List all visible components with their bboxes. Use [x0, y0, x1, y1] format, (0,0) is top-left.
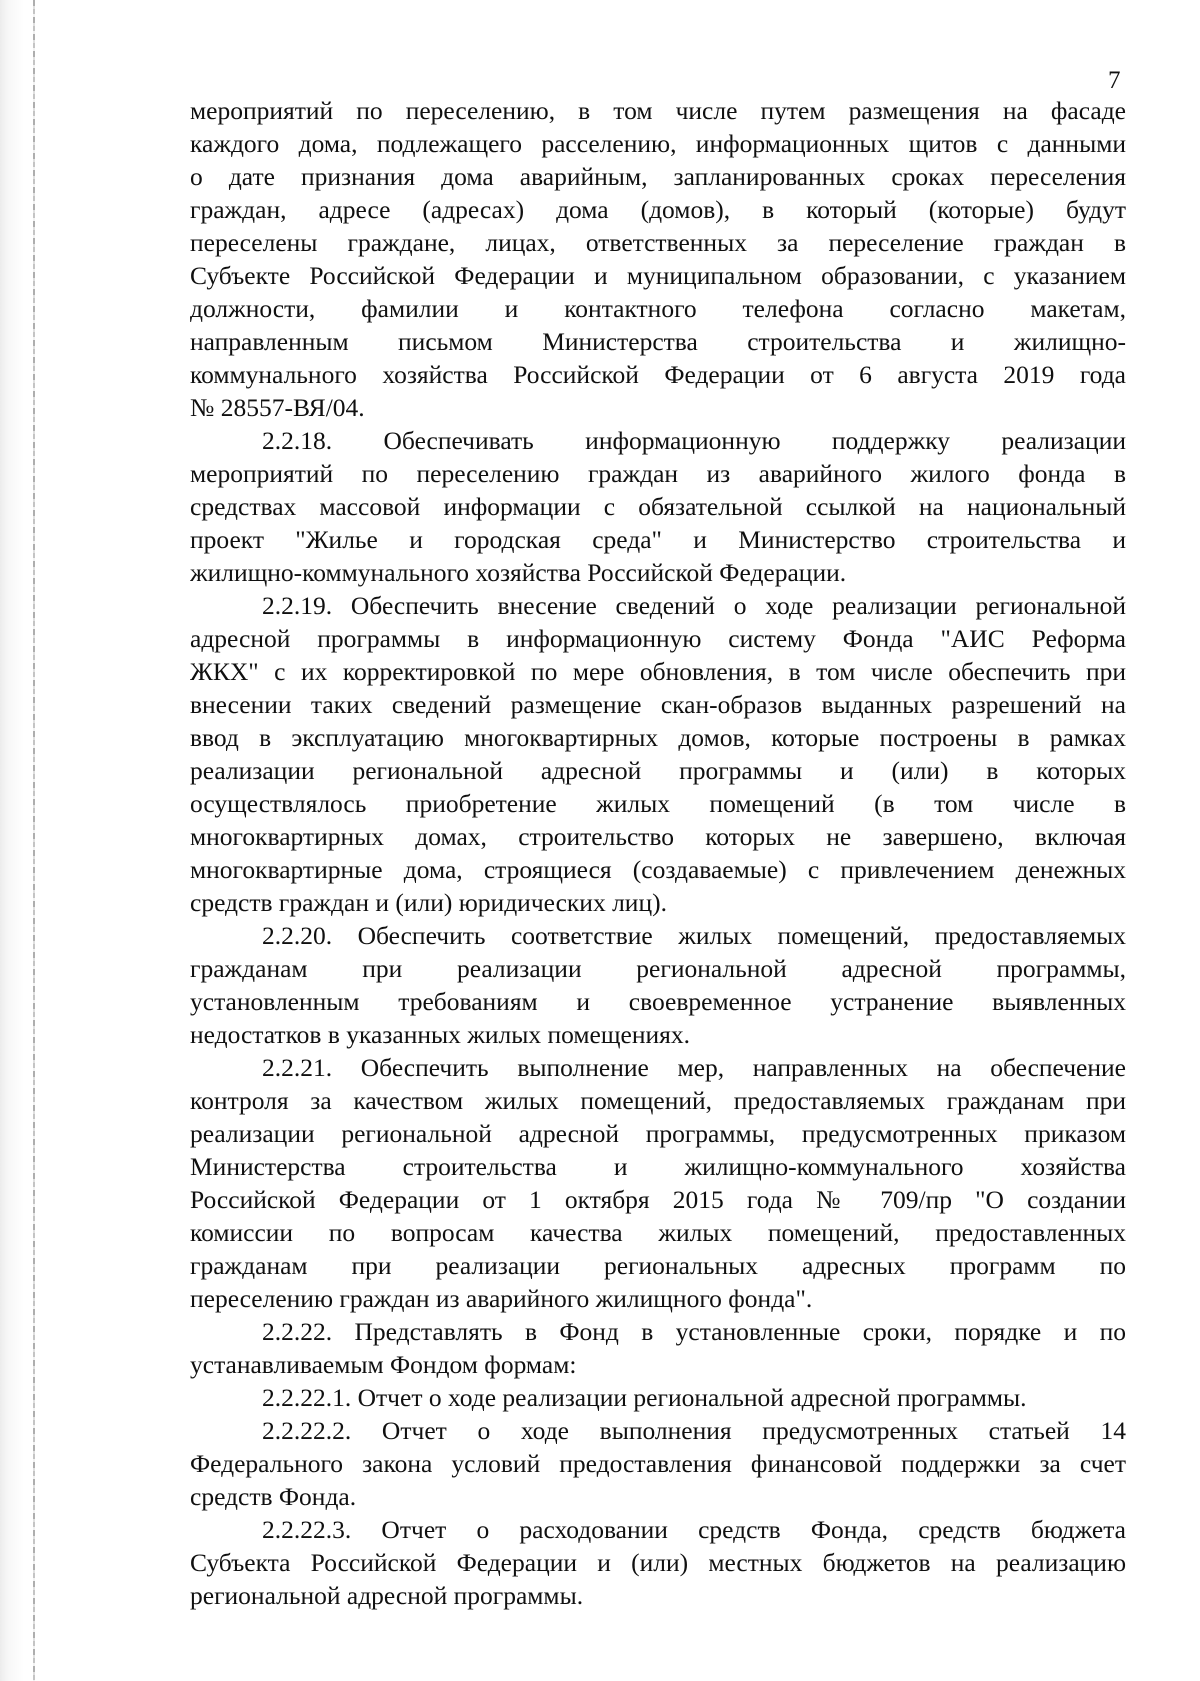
- page-number: 7: [1108, 67, 1121, 94]
- text-line: должности, фамилии и контактного телефона согласно макетам,: [190, 294, 1126, 323]
- text-line: региональной адресной программы.: [190, 1581, 584, 1610]
- text-line: устанавливаемым Фондом формам:: [190, 1350, 577, 1379]
- text-line: реализации региональной адресной программы, предусмотренных приказом: [190, 1119, 1126, 1148]
- text-line: 2.2.21. Обеспечить выполнение мер, направленных на обеспечение: [262, 1053, 1126, 1082]
- text-line: Субъекте Российской Федерации и муниципальном образовании, с указанием: [190, 261, 1126, 290]
- text-line: переселены граждане, лицах, ответственных за переселение граждан в: [190, 228, 1126, 257]
- text-line: средств граждан и (или) юридических лиц).: [190, 888, 667, 917]
- text-line: ввод в эксплуатацию многоквартирных домов, которые построены в рамках: [190, 723, 1126, 752]
- text-line: осуществлялось приобретение жилых помещений (в том числе в: [190, 789, 1126, 818]
- text-line: многоквартирные дома, строящиеся (создаваемые) с привлечением денежных: [190, 855, 1126, 884]
- text-line: 2.2.22.2. Отчет о ходе выполнения предусмотренных статьей 14: [262, 1416, 1126, 1445]
- text-line: внесении таких сведений размещение скан-образов выданных разрешений на: [190, 690, 1126, 719]
- text-line: направленным письмом Министерства строительства и жилищно-: [190, 327, 1126, 356]
- text-line: коммунального хозяйства Российской Федерации от 6 августа 2019 года: [190, 360, 1126, 389]
- text-line: 2.2.18. Обеспечивать информационную поддержку реализации: [262, 426, 1126, 455]
- text-line: Российской Федерации от 1 октября 2015 года № 709/пр "О создании: [190, 1185, 1126, 1214]
- text-line: о дате признания дома аварийным, запланированных сроках переселения: [190, 162, 1126, 191]
- text-line: каждого дома, подлежащего расселению, информационных щитов с данными: [190, 129, 1126, 158]
- text-line: граждан, адресе (адресах) дома (домов), в который (которые) будут: [190, 195, 1126, 224]
- text-line: жилищно-коммунального хозяйства Российской Федерации.: [190, 558, 847, 587]
- text-line: контроля за качеством жилых помещений, предоставляемых гражданам при: [190, 1086, 1126, 1115]
- text-line: 2.2.20. Обеспечить соответствие жилых помещений, предоставляемых: [262, 921, 1126, 950]
- text-line: 2.2.22.1. Отчет о ходе реализации региональной адресной программы.: [262, 1383, 1027, 1412]
- text-line: установленным требованиям и своевременное устранение выявленных: [190, 987, 1126, 1016]
- text-line: многоквартирных домах, строительство которых не завершено, включая: [190, 822, 1126, 851]
- text-line: адресной программы в информационную систему Фонда "АИС Реформа: [190, 624, 1126, 653]
- text-line: гражданам при реализации региональной адресной программы,: [190, 954, 1126, 983]
- text-line: мероприятий по переселению граждан из аварийного жилого фонда в: [190, 459, 1126, 488]
- text-line: недостатков в указанных жилых помещениях.: [190, 1020, 690, 1049]
- text-line: реализации региональной адресной программы и (или) в которых: [190, 756, 1126, 785]
- text-line: мероприятий по переселению, в том числе путем размещения на фасаде: [190, 96, 1126, 125]
- text-line: 2.2.19. Обеспечить внесение сведений о ходе реализации региональной: [262, 591, 1126, 620]
- text-line: средств Фонда.: [190, 1482, 357, 1511]
- text-line: 2.2.22. Представлять в Фонд в установленные сроки, порядке и по: [262, 1317, 1126, 1346]
- text-line: ЖКХ" с их корректировкой по мере обновления, в том числе обеспечить при: [190, 657, 1126, 686]
- text-line: Министерства строительства и жилищно-коммунального хозяйства: [190, 1152, 1126, 1181]
- scan-binding-edge: [0, 0, 40, 1681]
- text-line: средствах массовой информации с обязательной ссылкой на национальный: [190, 492, 1126, 521]
- text-line: Федерального закона условий предоставления финансовой поддержки за счет: [190, 1449, 1126, 1478]
- text-line: № 28557-ВЯ/04.: [190, 393, 365, 422]
- text-line: комиссии по вопросам качества жилых помещений, предоставленных: [190, 1218, 1126, 1247]
- body-text: [190, 94, 1126, 1612]
- text-line: Субъекта Российской Федерации и (или) местных бюджетов на реализацию: [190, 1548, 1126, 1577]
- text-line: гражданам при реализации региональных адресных программ по: [190, 1251, 1126, 1280]
- text-line: 2.2.22.3. Отчет о расходовании средств Фонда, средств бюджета: [262, 1515, 1126, 1544]
- text-line: переселению граждан из аварийного жилищного фонда".: [190, 1284, 813, 1313]
- text-line: проект "Жилье и городская среда" и Министерство строительства и: [190, 525, 1126, 554]
